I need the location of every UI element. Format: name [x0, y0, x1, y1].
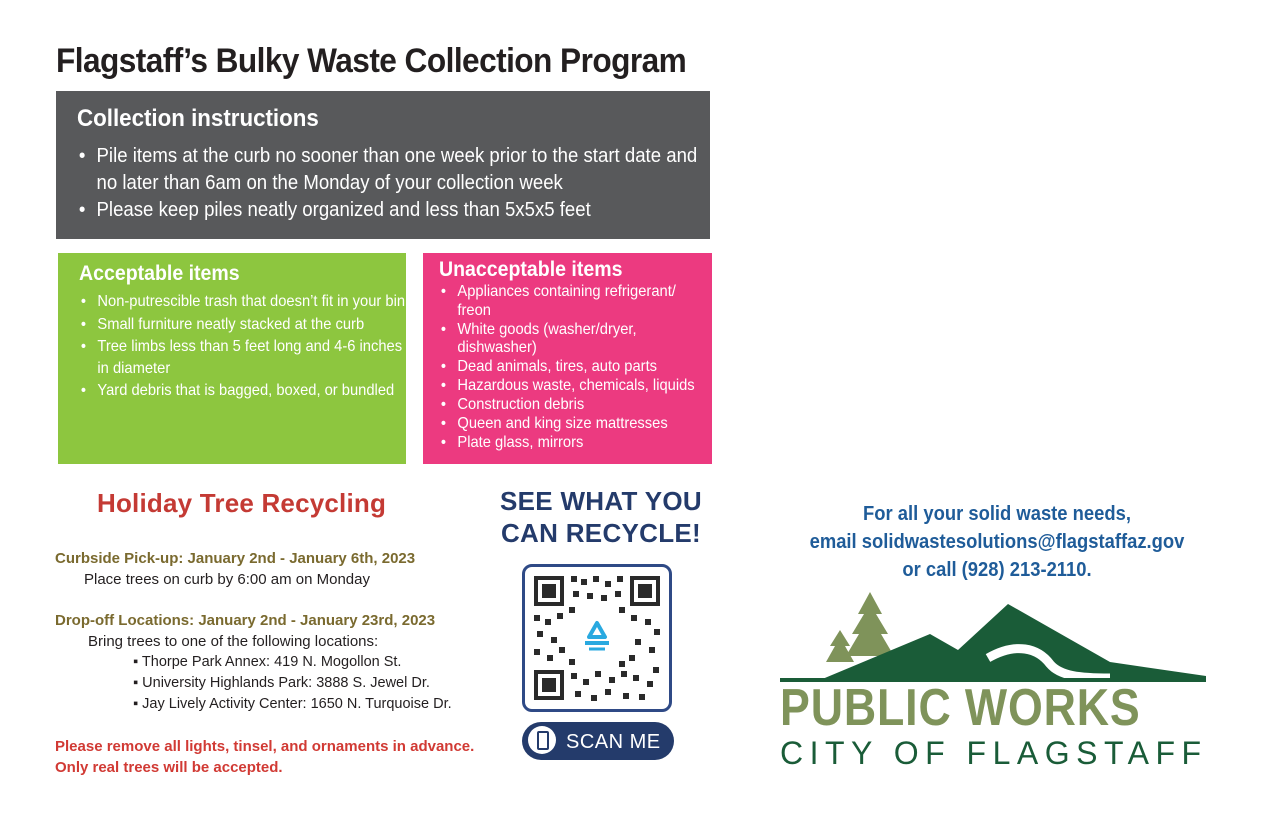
contact-line1: For all your solid waste needs, — [863, 503, 1131, 525]
unacceptable-list — [439, 283, 709, 453]
acceptable-item: • Non-putrescible trash that doesn’t fit in your bin — [79, 291, 410, 313]
unacceptable-item: • Queen and king size mattresses — [439, 415, 713, 434]
recycle-heading-line1: SEE WHAT YOU — [500, 486, 702, 516]
page-title: Flagstaff’s Bulky Waste Collection Program — [56, 42, 687, 80]
unacceptable-item: • Hazardous waste, chemicals, liquids — [439, 377, 713, 396]
acceptable-list — [79, 291, 409, 403]
collection-instructions-panel — [56, 91, 710, 239]
public-works-logo — [780, 592, 1208, 771]
instruction-item: • Pile items at the curb no sooner than one week prior to the start date and no later than 6am on the Monday of your collection week — [77, 143, 710, 197]
curbside-text: Place trees on curb by 6:00 am on Monday — [84, 571, 370, 588]
unacceptable-item: • White goods (washer/dryer, dishwasher) — [439, 321, 713, 358]
logo-public-works: PUBLIC WORKS — [780, 679, 1141, 737]
qr-code[interactable] — [522, 564, 672, 712]
scan-me-label: SCAN ME — [566, 731, 661, 753]
mountain-logo-icon — [780, 592, 1206, 684]
unacceptable-item: • Appliances containing refrigerant/ freon — [439, 283, 713, 320]
holiday-title: Holiday Tree Recycling — [97, 488, 387, 518]
dropoff-location: ▪ Thorpe Park Annex: 419 N. Mogollon St. — [133, 654, 402, 670]
unacceptable-heading: Unacceptable items — [439, 258, 623, 281]
unacceptable-item: • Construction debris — [439, 396, 713, 415]
dropoff-heading: Drop-off Locations: January 2nd - January 23rd, 2023 — [55, 612, 436, 629]
unacceptable-item: • Dead animals, tires, auto parts — [439, 358, 713, 377]
acceptable-item: • Yard debris that is bagged, boxed, or bundled — [79, 380, 410, 402]
logo-city-of-flagstaff: CITY OF FLAGSTAFF — [780, 735, 1208, 771]
recycle-heading — [496, 485, 706, 549]
phone-icon — [528, 726, 556, 754]
curbside-heading: Curbside Pick-up: January 2nd - January 6th, 2023 — [55, 550, 416, 567]
recycle-heading-line2: CAN RECYCLE! — [500, 518, 702, 548]
dropoff-location: ▪ University Highlands Park: 3888 S. Jewel Dr. — [133, 675, 430, 691]
dropoff-location: ▪ Jay Lively Activity Center: 1650 N. Turquoise Dr. — [133, 696, 452, 712]
acceptable-heading: Acceptable items — [79, 262, 240, 285]
instructions-heading: Collection instructions — [77, 105, 319, 132]
qr-code-graphic — [525, 567, 669, 709]
dropoff-text: Bring trees to one of the following locations: — [88, 633, 379, 650]
contact-info — [780, 500, 1214, 584]
contact-email[interactable]: email solidwastesolutions@flagstaffaz.gov — [809, 531, 1185, 553]
acceptable-item: • Tree limbs less than 5 feet long and 4-6 inches in diameter — [79, 336, 410, 379]
unacceptable-items-panel — [423, 253, 712, 464]
acceptable-item: • Small furniture neatly stacked at the curb — [79, 314, 410, 336]
acceptable-items-panel — [58, 253, 406, 464]
instruction-item: • Please keep piles neatly organized and less than 5x5x5 feet — [77, 197, 710, 224]
unacceptable-item: • Plate glass, mirrors — [439, 434, 713, 453]
contact-phone[interactable]: or call (928) 213-2110. — [902, 559, 1092, 581]
holiday-warning: Please remove all lights, tinsel, and ornaments in advance. Only real trees will be accepted. — [55, 738, 475, 776]
instructions-list — [77, 143, 697, 224]
scan-me-button[interactable] — [522, 722, 674, 760]
